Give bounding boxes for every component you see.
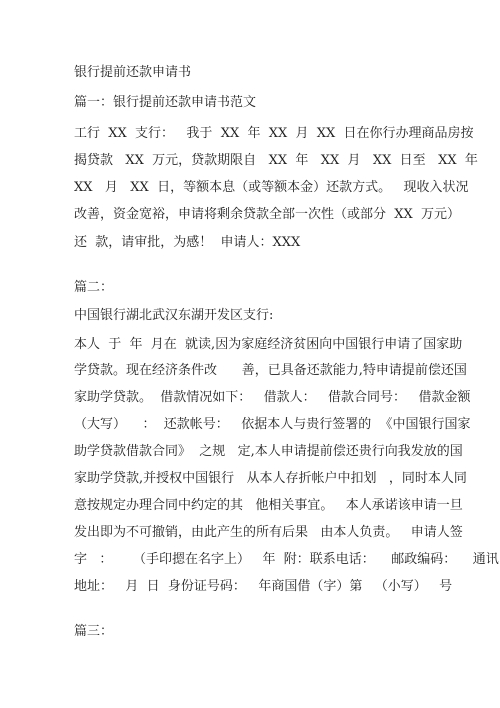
section-1-heading: 篇一：银行提前还款申请书范文 [74,95,257,110]
document-title: 银行提前还款申请书 [74,65,192,80]
section-2-line-7: 家助学贷款,并授权中国银行 从本人存折帐户中扣划 ，同时本人同 [74,471,467,486]
section-2-line-10: 字 ： （手印摁在名字上） 年 附：联系电话： 邮政编码： 通讯 [74,552,499,567]
section-2-line-9: 发出即为不可撤销，由此产生的所有后果 由本人负责。 申请人签 [74,525,463,540]
section-1-line-5: 还 款，请审批，为感！ 申请人：XXX [74,235,301,250]
section-1-line-4: 改善，资金宽裕，申请将剩余贷款全部一次性（或部分 XX 万元） [74,207,461,222]
section-2-line-2: 本人 于 年 月在 就读,因为家庭经济贫困向中国银行申请了国家助 [74,337,463,352]
section-2-line-1: 中国银行湖北武汉东湖开发区支行: [74,308,274,323]
section-2-line-5: （大写） ： 还款帐号： 依据本人与贵行签署的 《中国银行国家 [74,417,471,432]
section-2-line-4: 家助学贷款。 借款情况如下： 借款人： 借款合同号： 借款金额 [74,390,471,405]
section-1-line-2: 揭贷款 XX 万元，贷款期限自 XX 年 XX 月 XX 日至 XX 年 [74,153,478,168]
section-2-line-6: 助学贷款借款合同》 之规 定,本人申请提前偿还贵行向我发放的国 [74,444,463,459]
section-2-line-3: 学贷款。现在经济条件改 善，已具备还款能力,特申请提前偿还国 [74,363,467,378]
section-3-heading: 篇三： [74,624,114,639]
section-2-line-8: 意按规定办理合同中约定的其 他相关事宜。 本人承诺该申请一旦 [74,498,463,513]
section-2-heading: 篇二： [74,280,114,295]
section-2-line-11: 地址： 月 日 身份证号码： 年商国借（字）第 （小写） 号 [74,579,453,594]
section-1-line-1: 工行 XX 支行： 我于 XX 年 XX 月 XX 日在你行办理商品房按 [74,126,474,141]
section-1-line-3: XX 月 XX 日，等额本息（或等额本金）还款方式。 现收入状况 [74,180,469,195]
